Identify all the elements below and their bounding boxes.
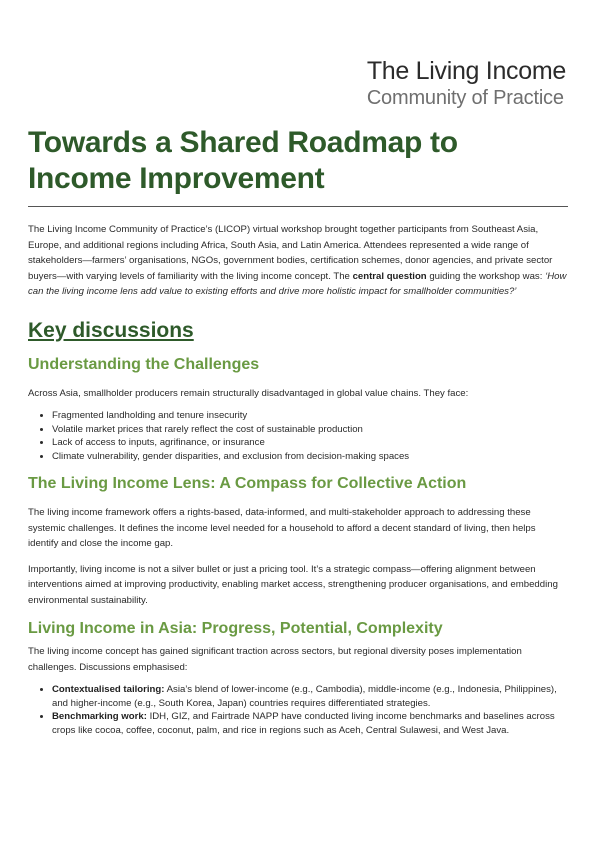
item-bold-label: Contextualised tailoring: xyxy=(52,684,165,695)
list-item: • Volatile market prices that rarely reflect the cost of sustainable production xyxy=(52,423,568,437)
intro-bold-phrase: central question xyxy=(352,270,427,282)
intro-text: The Living Income Community of Practice’s (LICOP) virtual workshop brought together participants from Southeast Asia, Europe, and additional regions including Africa, South Asia, and Latin America. Attendees represented a wide range of stakeholders—farmers’ organisations, NGOs, government bodies, certification schemes, donor agencies, and private sector buyers—with varying levels of familiarity with the living income concept. The xyxy=(28,224,553,282)
intro-paragraph xyxy=(28,222,568,300)
challenges-lead: Across Asia, smallholder producers remain structurally disadvantaged in global value chains. They face: xyxy=(28,387,469,399)
item-text: IDH, GIZ, and Fairtrade NAPP have conducted living income benchmarks and baselines across crops like cocoa, coffee, coconut, palm, and rice in regions such as Aceh, Central Sulawesi, and West Java. xyxy=(52,711,555,736)
list-item: • Fragmented landholding and tenure insecurity xyxy=(52,409,568,423)
logo-line-2: Community of Practice xyxy=(366,87,564,109)
lens-heading: The Living Income Lens: A Compass for Collective Action xyxy=(28,475,467,492)
title-divider xyxy=(28,206,568,207)
asia-list xyxy=(28,683,568,737)
lens-paragraph-2: Importantly, living income is not a silver bullet or just a pricing tool. It’s a strategic compass—offering alignment between interventions aimed at improving productivity, enabling market access, strengthening producer organisations, and embedding environmental sustainability. xyxy=(28,563,558,606)
list-item: • Lack of access to inputs, agrifinance, or insurance xyxy=(52,436,568,450)
lens-paragraph-1: The living income framework offers a rights-based, data-informed, and multi-stakeholder approach to addressing these systemic challenges. It defines the income level needed for a household to afford a decent standard of living, then helps identify and close the income gap. xyxy=(28,507,536,549)
list-item: • Climate vulnerability, gender disparities, and exclusion from decision-making spaces xyxy=(52,450,568,464)
document-body xyxy=(28,222,568,747)
challenges-list xyxy=(28,409,568,463)
key-discussions-heading: Key discussions xyxy=(28,318,194,342)
logo-line-1: The Living Income xyxy=(366,57,566,85)
licop-logo xyxy=(367,57,566,110)
page-title: Towards a Shared Roadmap to Income Improvement xyxy=(28,126,458,195)
list-item xyxy=(52,710,568,737)
asia-lead: The living income concept has gained significant traction across sectors, but regional diversity poses implementation challenges. Discussions emphasised: xyxy=(28,646,522,673)
central-question: ‘How can the living income lens add value to existing efforts and drive more holistic impact for smallholder communities?’ xyxy=(28,270,567,297)
asia-heading: Living Income in Asia: Progress, Potential, Complexity xyxy=(28,620,443,637)
item-text: Asia’s blend of lower-income (e.g., Cambodia), middle-income (e.g., Indonesia, Philippines), and higher-income (e.g., South Korea, Japan) countries requires differentiated strategies. xyxy=(52,684,557,709)
item-bold-label: Benchmarking work: xyxy=(52,711,147,722)
challenges-heading: Understanding the Challenges xyxy=(28,355,260,373)
list-item xyxy=(52,683,568,710)
intro-text-continued: guiding the workshop was: xyxy=(426,270,546,282)
